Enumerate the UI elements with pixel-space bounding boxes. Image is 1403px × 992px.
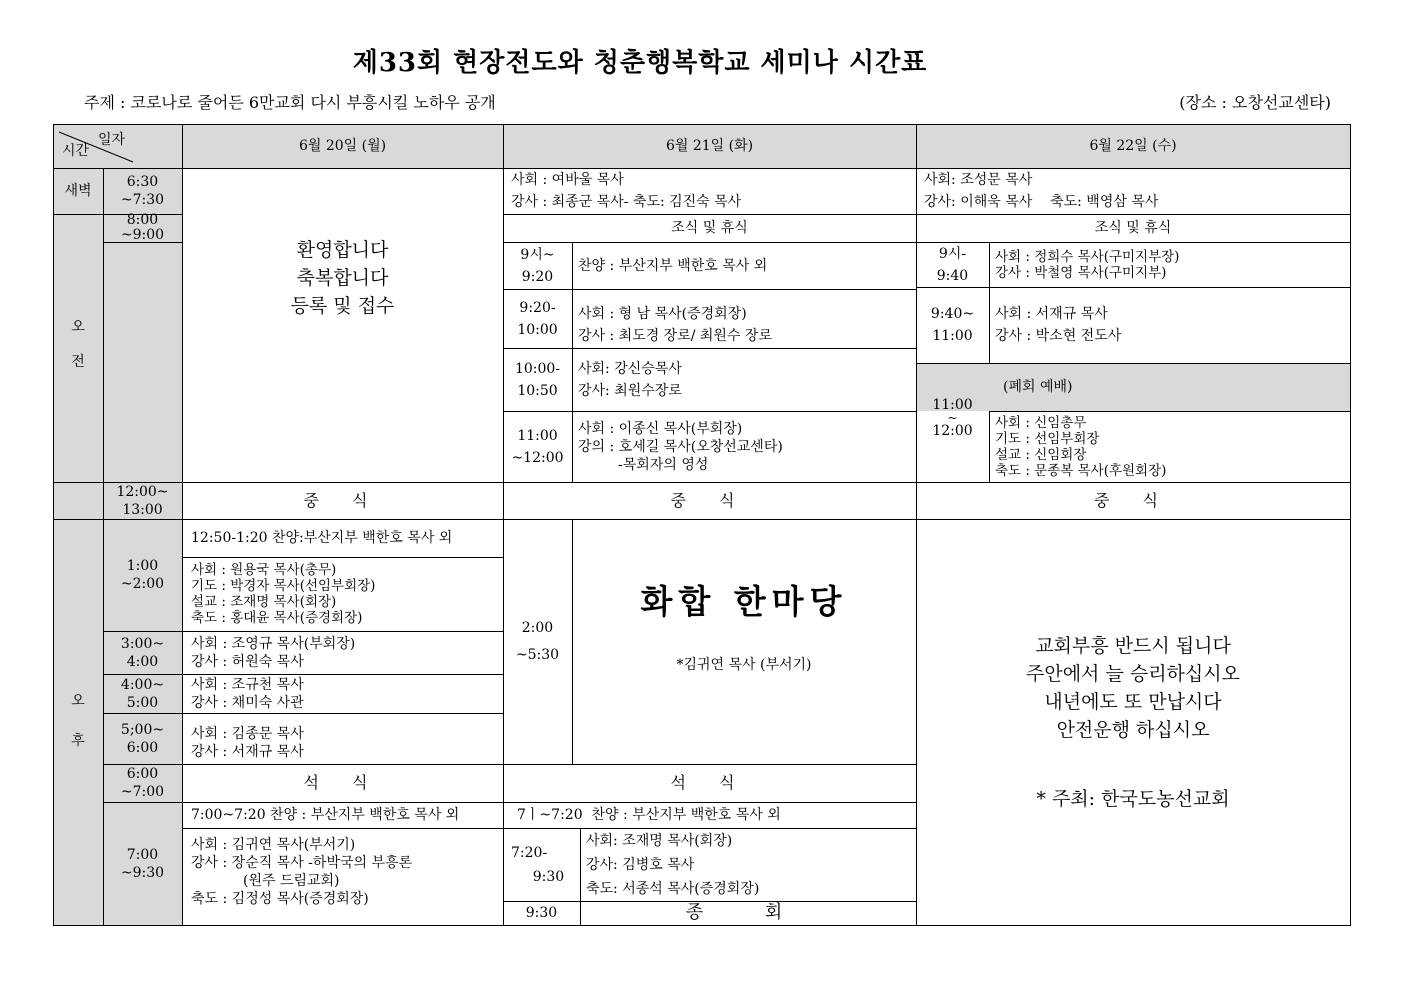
day3-time-3: 11:00 ~ 12:00 xyxy=(932,397,973,439)
day2-breakfast: 조식 및 휴식 xyxy=(671,220,748,236)
day1-session-3: 사회 : 조규천 목사 강사 : 채미숙 사관 xyxy=(191,676,304,711)
time-evening: 7:00 ~9:30 xyxy=(120,846,165,881)
topic-text: 주제 : 코로나로 줄어든 6만교회 다시 부흥시킬 노하우 공개 xyxy=(84,93,496,112)
day2-evening-time: 7:20- 9:30 xyxy=(511,844,565,885)
time-pm1: 1:00 ~2:00 xyxy=(120,558,165,592)
day1-session-2: 사회 : 조영규 목사(부회장) 강사 : 허원숙 목사 xyxy=(191,635,356,670)
page-title: 제33회 현장전도와 청춘행복학교 세미나 시간표 xyxy=(352,48,928,78)
day2-event-title: 화합 한마당 xyxy=(640,582,848,621)
day1-evening-praise: 7:00~7:20 찬양 : 부산지부 백한호 목사 외 xyxy=(191,807,460,823)
place-text: (장소 : 오창선교센타) xyxy=(1179,93,1331,112)
time-label: 시간 xyxy=(62,143,90,159)
period-pm-2: 후 xyxy=(71,733,85,749)
day3-session-3: 사회 : 신임총무 기도 : 선임부회장 설교 : 신임회장 축도 : 문종복 목사(후원회장) xyxy=(995,414,1167,479)
day2-evening-session: 사회: 조재명 목사(회장) 강사: 김병호 목사 축도: 서종석 목사(증경회장) xyxy=(586,832,760,897)
day3-host: * 주최: 한국도농선교회 xyxy=(1036,788,1230,810)
day3-dawn: 사회: 조성문 목사 강사: 이해욱 목사 축도: 백영삼 목사 xyxy=(924,172,1159,210)
period-am-1: 오 xyxy=(71,319,85,335)
day2-time-3: 10:00- 10:50 xyxy=(514,360,561,399)
day3-farewell: 교회부흥 반드시 됩니다 주안에서 늘 승리하십시오 내년에도 또 만납시다 안전운행 하십시오 xyxy=(1026,635,1240,741)
day2-event-leader: *김귀연 목사 (부서기) xyxy=(676,657,812,673)
period-pm-1: 오 xyxy=(71,693,85,709)
day2-end-time: 9:30 xyxy=(525,905,558,921)
day3-time-2: 9:40~ 11:00 xyxy=(930,306,975,344)
time-dinner: 6:00 ~7:00 xyxy=(120,766,165,800)
time-lunch: 12:00~ 13:00 xyxy=(116,483,169,518)
period-am-2: 전 xyxy=(71,354,85,370)
day2-time-2: 9:20- 10:00 xyxy=(517,299,558,338)
day3-session-2: 사회 : 서재규 목사 강사 : 박소현 전도사 xyxy=(995,306,1122,344)
day2-pm-time: 2:00 ~5:30 xyxy=(515,619,560,663)
time-dawn: 6:30 ~7:30 xyxy=(120,174,165,208)
date-label: 일자 xyxy=(98,132,126,148)
day2-dawn: 사회 : 여바울 목사 강사 : 최종군 목사- 축도: 김진숙 목사 xyxy=(511,172,742,210)
day2-header: 6월 21일 (화) xyxy=(665,138,754,154)
day1-session-4: 사회 : 김종문 목사 강사 : 서재규 목사 xyxy=(191,725,304,760)
day1-evening-session: 사회 : 김귀연 목사(부서기) 강사 : 장순직 목사 -하박국의 부흥론 (원주 드림교회) 축도 : 김정성 목사(증경회장) xyxy=(191,837,413,907)
period-dawn: 새벽 xyxy=(64,183,92,199)
time-pm3: 4:00~ 5:00 xyxy=(120,676,165,711)
day3-header: 6월 22일 (수) xyxy=(1089,138,1177,154)
day1-session-1: 사회 : 원용국 목사(총무) 기도 : 박경자 목사(선임부회장) 설교 : 조재명 목사(회장) 축도 : 홍대윤 목사(증경회장) xyxy=(191,562,376,626)
day1-lunch: 중 식 xyxy=(303,490,382,510)
day1-welcome: 환영합니다 축복합니다 등록 및 접수 xyxy=(290,239,395,317)
day2-lunch: 중 식 xyxy=(670,490,749,510)
day1-dinner: 석 식 xyxy=(303,773,382,792)
day2-session-1: 찬양 : 부산지부 백한호 목사 외 xyxy=(578,257,768,274)
day2-time-4: 11:00 ~12:00 xyxy=(511,427,564,466)
day2-end: 종 회 xyxy=(685,902,811,923)
day3-session-1: 사회 : 정희수 목사(구미지부장) 강사 : 박철영 목사(구미지부) xyxy=(995,248,1180,281)
day3-breakfast: 조식 및 휴식 xyxy=(1094,220,1172,236)
time-breakfast: 8:00 ~9:00 xyxy=(120,212,165,243)
day2-evening-praise: 7ㅣ~7:20 찬양 : 부산지부 백한호 목사 외 xyxy=(517,807,781,823)
day3-closing-worship: (폐회 예배) xyxy=(1003,379,1073,395)
day2-dinner: 석 식 xyxy=(670,773,749,792)
day1-header: 6월 20일 (월) xyxy=(298,138,387,154)
day2-time-1: 9시~ 9:20 xyxy=(520,246,555,285)
day2-session-2: 사회 : 형 남 목사(증경회장) 강사 : 최도경 장로/ 최원수 장로 xyxy=(578,305,772,344)
day2-session-4: 사회 : 이종신 목사(부회장) 강의 : 호세길 목사(오창선교센타) -목회자의 영성 xyxy=(578,420,783,473)
day3-lunch: 중 식 xyxy=(1094,490,1172,510)
day2-session-3: 사회: 강신승목사 강사: 최원수장로 xyxy=(578,360,682,399)
time-pm4: 5;00~ 6:00 xyxy=(120,721,165,756)
day1-praise: 12:50-1:20 찬양:부산지부 백한호 목사 외 xyxy=(191,530,453,546)
time-pm2: 3:00~ 4:00 xyxy=(120,635,165,670)
day3-time-1: 9시- 9:40 xyxy=(936,245,969,284)
